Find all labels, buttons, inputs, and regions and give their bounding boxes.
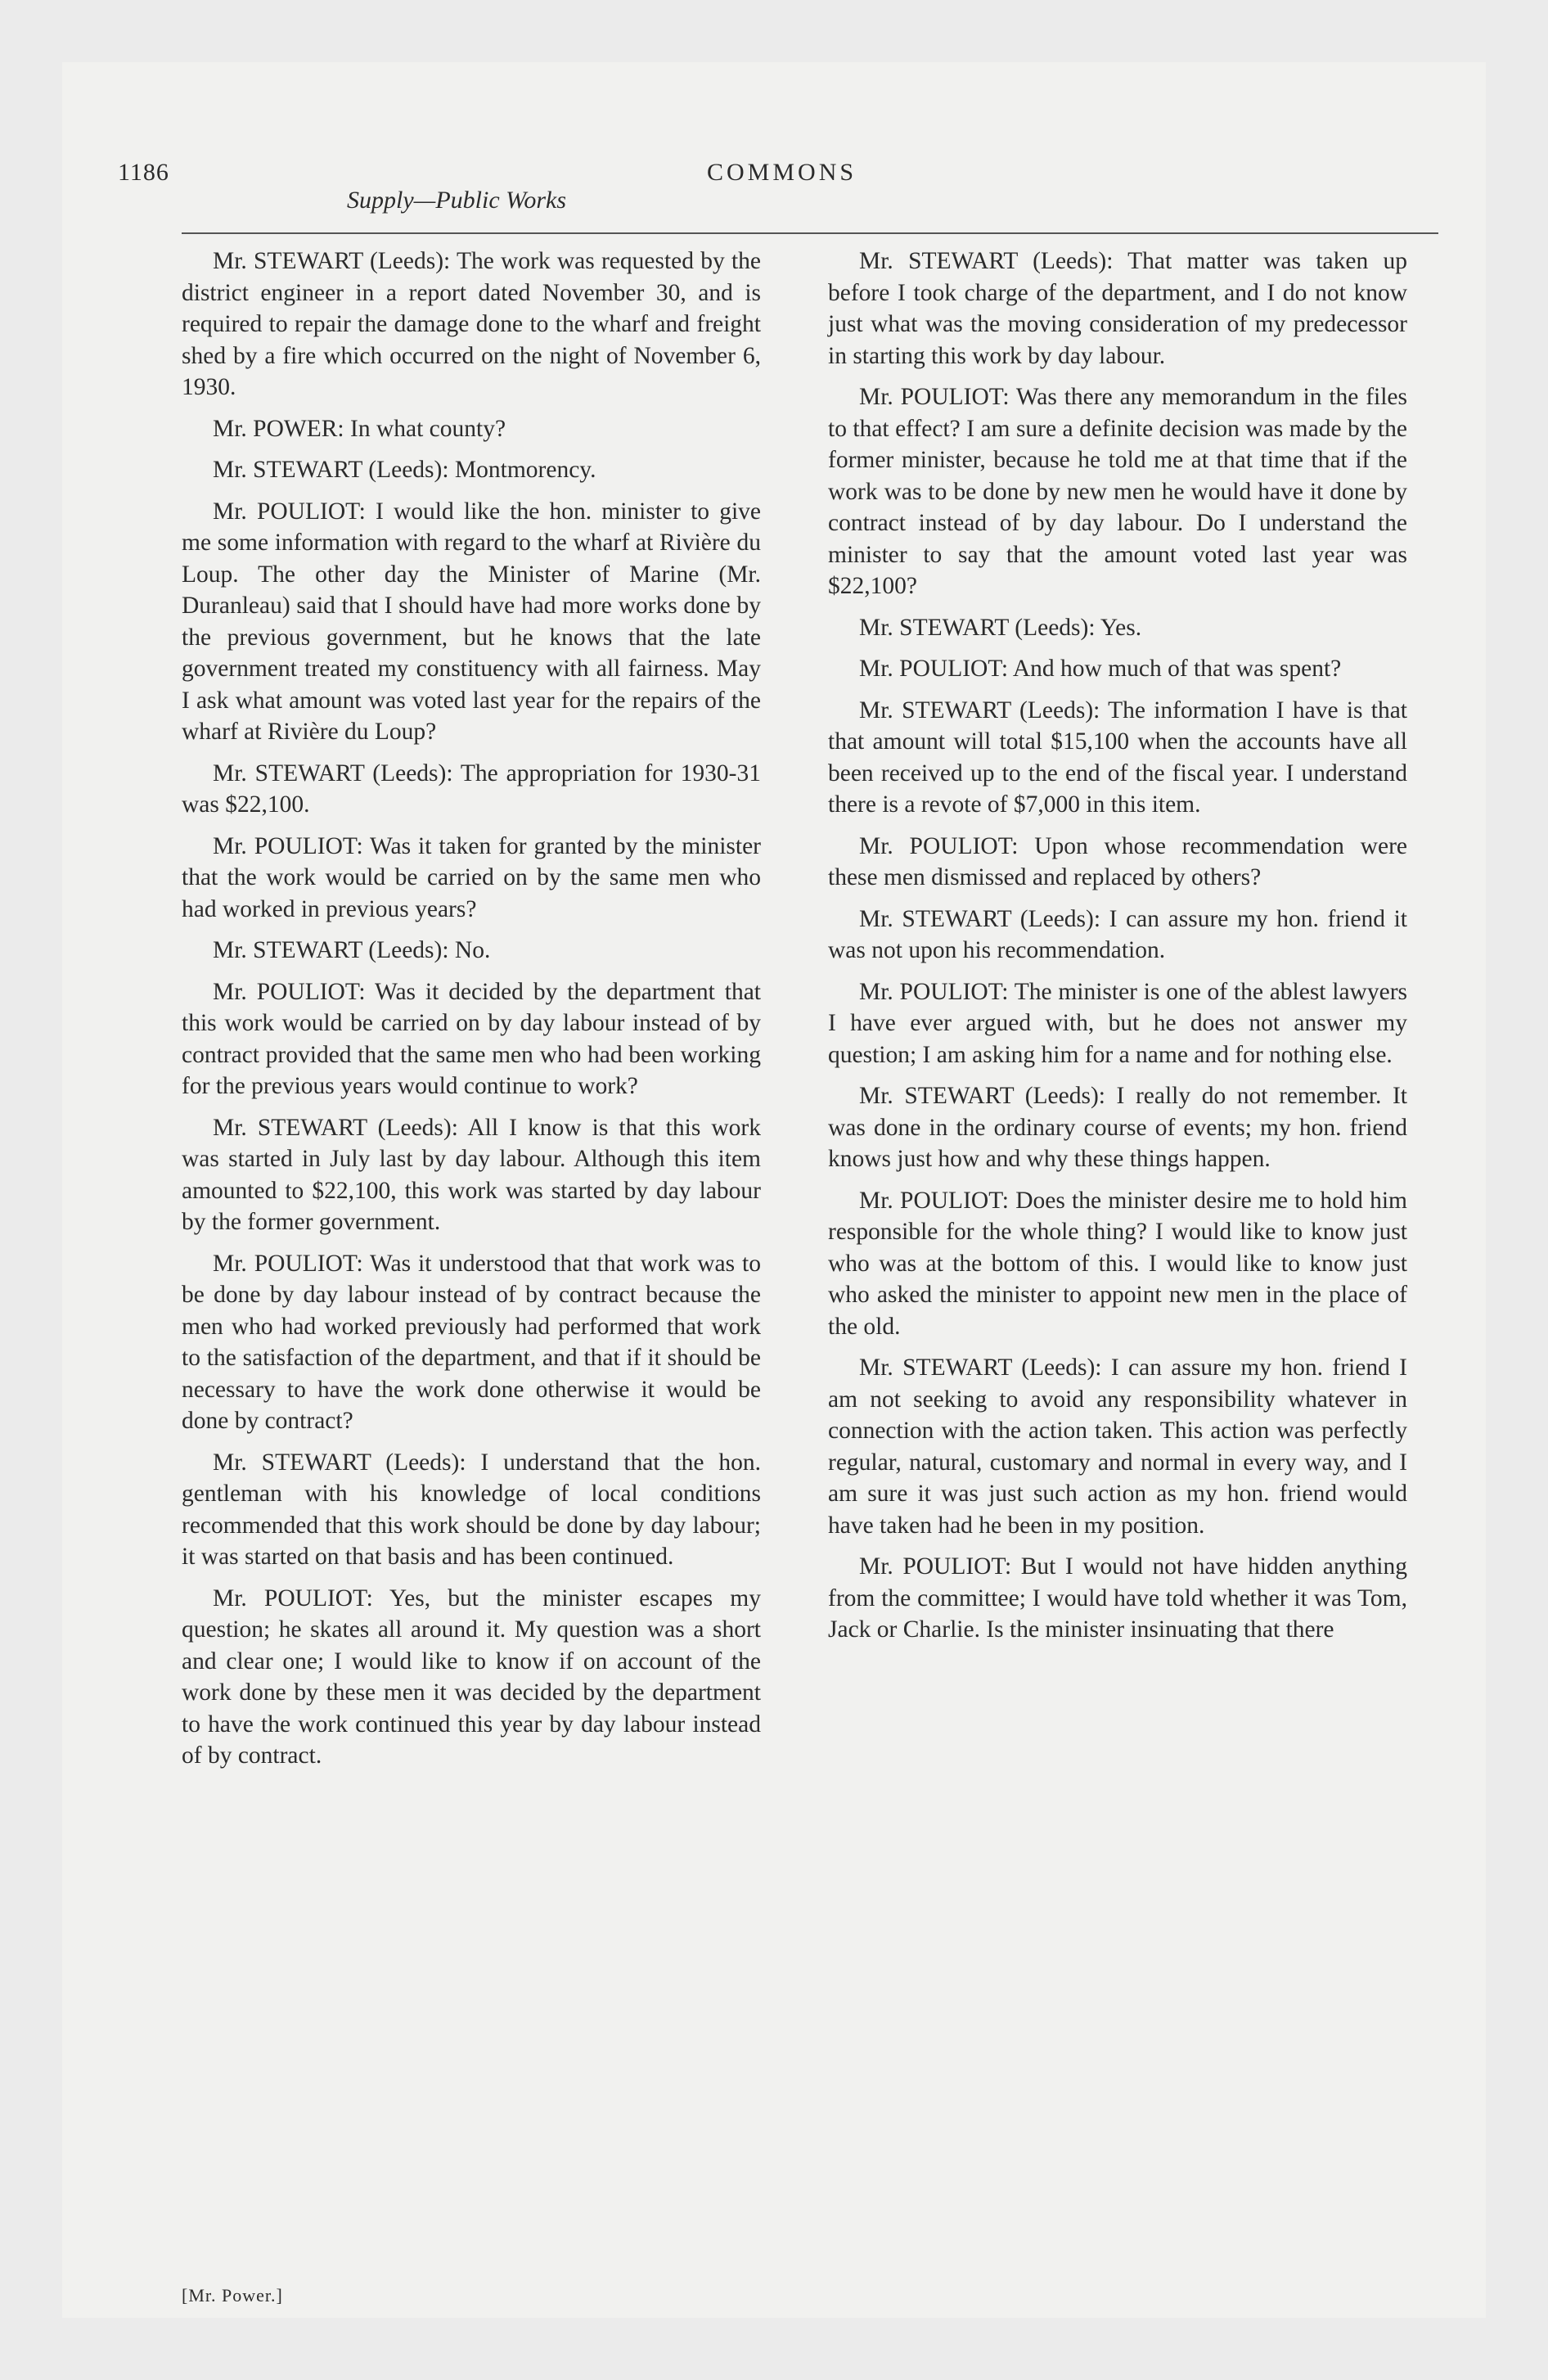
left-column (182, 246, 761, 1782)
paragraph: Mr. POULIOT: But I would not have hidden anything from the committee; I would have told whether it was Tom, Jack or Charlie. Is the minister insinuating that there (828, 1553, 1407, 1643)
paragraph: Mr. STEWART (Leeds): The information I have is that that amount will total $15,100 when the accounts have all been received up to the end of the fiscal year. I understand there is a revote of $7,000 in this item. (828, 696, 1407, 818)
paragraph: Mr. STEWART (Leeds): I understand that the hon. gentleman with his knowledge of local conditions recommended that this work should be done by day labour; it was started on that basis and has been continued. (182, 1449, 761, 1570)
paragraph: Mr. POULIOT: Does the minister desire me to hold him responsible for the whole thing? I would like to know just who was at the bottom of this. I would like to know just who asked the minister to appoint new men in the place of the old. (828, 1187, 1407, 1340)
paragraph: Mr. POULIOT: Upon whose recommendation were these men dismissed and replaced by others? (828, 832, 1407, 890)
paragraph: Mr. STEWART (Leeds): Yes. (859, 614, 1142, 641)
page-header-title: COMMONS (707, 159, 857, 186)
footer-note: [Mr. Power.] (182, 2285, 283, 2306)
paragraph: Mr. POULIOT: Was it decided by the department that this work would be carried on by day labour instead of by contract provided that the same men who had been working for the previous years would continue to work? (182, 978, 761, 1099)
paragraph: Mr. STEWART (Leeds): No. (213, 937, 491, 963)
paragraph: Mr. POULIOT: The minister is one of the ablest lawyers I have ever argued with, but he does not answer my question; I am asking him for a name and for nothing else. (828, 978, 1407, 1068)
paragraph: Mr. POULIOT: Was there any memorandum in the files to that effect? I am sure a definite decision was made by the former minister, because he told me at that time that if the work was to be done by new men he would have it done by contract instead of by day labour. Do I understand the minister to say that the amount voted last year was $22,100? (828, 384, 1407, 599)
paragraph: Mr. STEWART (Leeds): That matter was taken up before I took charge of the department, and I do not know just what was the moving consideration of my predecessor in starting this work by day labour. (828, 248, 1407, 369)
page-header-subtitle: Supply—Public Works (347, 187, 567, 214)
paragraph: Mr. POWER: In what county? (213, 415, 506, 442)
paragraph: Mr. POULIOT: I would like the hon. minister to give me some information with regard to the wharf at Rivière du Loup. The other day the Minister of Marine (Mr. Duranleau) said that I should have had more works done by the previous government, but he knows that the late government treated my constituency with all fairness. May I ask what amount was voted last year for the repairs of the wharf at Rivière du Loup? (182, 498, 761, 745)
paragraph: Mr. STEWART (Leeds): All I know is that this work was started in July last by day labour. Although this item amounted to $22,100, this work was started by day labour by the former government. (182, 1114, 761, 1235)
paragraph: Mr. STEWART (Leeds): I can assure my hon. friend it was not upon his recommendation. (828, 905, 1407, 963)
header-rule (182, 232, 1438, 234)
paragraph: Mr. POULIOT: Was it taken for granted by the minister that the work would be carried on by the same men who had worked in previous years? (182, 832, 761, 922)
paragraph: Mr. POULIOT: Was it understood that that work was to be done by day labour instead of by contract because the men who had worked previously had performed that work to the satisfaction of the department, and that if it should be necessary to have the work done otherwise it would be done by contract? (182, 1250, 761, 1434)
paragraph: Mr. STEWART (Leeds): Montmorency. (213, 457, 596, 483)
right-column (828, 246, 1407, 1656)
paragraph: Mr. STEWART (Leeds): The appropriation for 1930-31 was $22,100. (182, 760, 761, 818)
paragraph: Mr. STEWART (Leeds): The work was requested by the district engineer in a report dated November 30, and is required to repair the damage done to the wharf and freight shed by a fire which occurred on the night of November 6, 1930. (182, 248, 761, 400)
paragraph: Mr. STEWART (Leeds): I can assure my hon. friend I am not seeking to avoid any responsibility whatever in connection with the action taken. This action was perfectly regular, natural, customary and normal in every way, and I am sure it was just such action as my hon. friend would have taken had he been in my position. (828, 1355, 1407, 1539)
paragraph: Mr. STEWART (Leeds): I really do not remember. It was done in the ordinary course of events; my hon. friend knows just how and why these things happen. (828, 1083, 1407, 1172)
page-number: 1186 (118, 159, 169, 186)
paragraph: Mr. POULIOT: And how much of that was spent? (859, 656, 1342, 682)
paragraph: Mr. POULIOT: Yes, but the minister escapes my question; he skates all around it. My question was a short and clear one; I would like to know if on account of the work done by these men it was decided by the department to have the work continued this year by day labour instead of by contract. (182, 1584, 761, 1769)
